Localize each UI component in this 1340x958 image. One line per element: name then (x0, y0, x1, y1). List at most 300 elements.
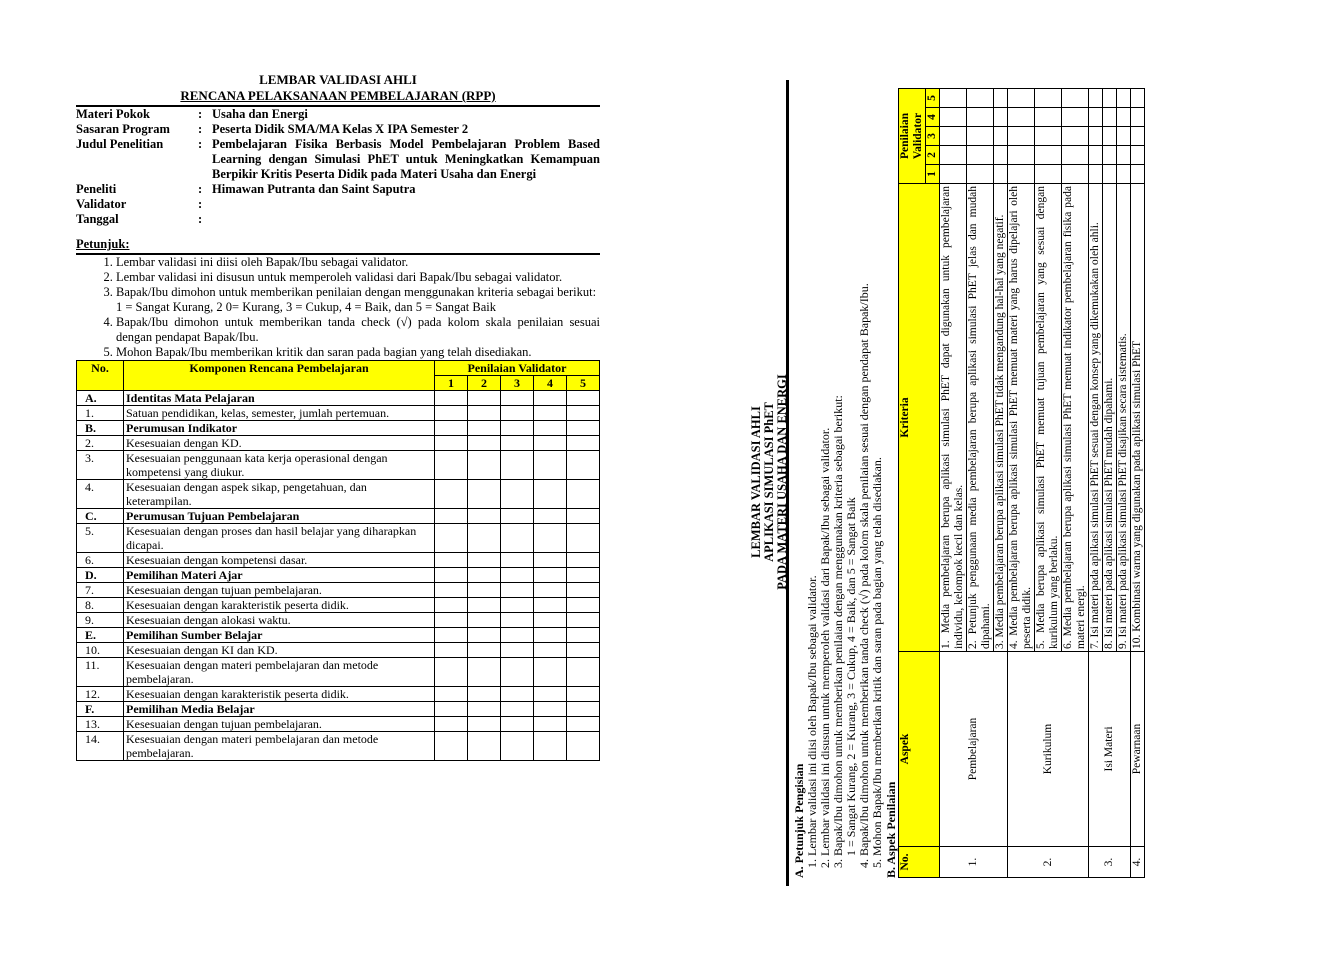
score-cell[interactable] (1062, 108, 1089, 127)
score-cell[interactable] (468, 582, 501, 597)
row-component: Kesesuaian dengan KD. (124, 435, 435, 450)
section-row (77, 701, 600, 716)
phet-title-line2: APLIKASI SIMULASI PhET (762, 402, 776, 562)
row-component: Kesesuaian dengan proses dan hasil belajar yang diharapkan dicapai. (124, 523, 435, 552)
identity-colon: : (198, 212, 203, 226)
score-cell[interactable] (501, 582, 534, 597)
col-header-component: Komponen Rencana Pembelajaran (124, 360, 435, 390)
scale-text: 1 = Sangat Kurang, 2 0= Kurang, 3 = Cukup, 4 = Baik, dan 5 = Sangat Baik (116, 299, 496, 314)
row-criteria: 2. Petunjuk penggunaan media pembelajaran berupa aplikasi simulasi PhET jelas dan mudah dipahami. (967, 184, 994, 652)
identity-value: Pembelajaran Fisika Berbasis Model Pembelajaran Problem Based Learning dengan Simulasi PhET untuk Meningkatkan Kemampuan Berpikir Kritis Peserta Didik pada Materi Usaha dan Energi (212, 137, 600, 181)
section-row (77, 420, 600, 435)
row-number: A. (77, 390, 124, 405)
row-component: Kesesuaian dengan tujuan pembelajaran. (124, 582, 435, 597)
score-cell[interactable] (468, 657, 501, 686)
table-row (1008, 89, 1035, 878)
score-cell[interactable] (1089, 146, 1103, 165)
score-cell[interactable] (1089, 127, 1103, 146)
row-component: Kesesuaian dengan materi pembelajaran dan metode pembelajaran. (124, 731, 435, 760)
score-cell[interactable] (435, 731, 468, 760)
table-row (77, 597, 600, 612)
row-number: 10. (77, 642, 124, 657)
phet-title-line1: LEMBAR VALIDASI AHLI (749, 406, 763, 558)
instruction-item: 1. Lembar validasi ini diisi oleh Bapak/Ibu sebagai validator. (116, 255, 600, 270)
score-cell[interactable] (501, 701, 534, 716)
col-header-no: No. (899, 847, 940, 878)
score-cell[interactable] (994, 127, 1008, 146)
rpp-title-line1: LEMBAR VALIDASI AHLI (259, 72, 417, 87)
identity-label: Materi Pokok (76, 107, 150, 121)
score-cell[interactable] (1062, 146, 1089, 165)
row-component: Kesesuaian dengan alokasi waktu. (124, 612, 435, 627)
score-cell[interactable] (534, 597, 567, 612)
row-number: 2. (77, 435, 124, 450)
col-header-criteria: Kriteria (899, 184, 940, 652)
row-number: 14. (77, 731, 124, 760)
score-cell[interactable] (1131, 127, 1145, 146)
score-cell[interactable] (435, 552, 468, 567)
table-row (77, 552, 600, 567)
score-cell[interactable] (1035, 165, 1062, 184)
score-cell[interactable] (567, 479, 600, 508)
score-cell[interactable] (1062, 89, 1089, 108)
row-number: 8. (77, 597, 124, 612)
score-cell[interactable] (1103, 146, 1117, 165)
row-component: Perumusan Tujuan Pembelajaran (124, 508, 435, 523)
identity-colon: : (198, 137, 203, 151)
identity-value (212, 212, 600, 227)
instruction-text: Bapak/Ibu dimohon untuk memberikan penilaian dengan menggunakan kriteria sebagai berikut: (116, 284, 597, 299)
row-component: Kesesuaian dengan karakteristik peserta didik. (124, 686, 435, 701)
row-criteria: 9. Isi materi pada aplikasi simulasi PhET disajikan secara sistematis. (1117, 184, 1131, 652)
score-cell[interactable] (1035, 108, 1062, 127)
score-cell[interactable] (1103, 89, 1117, 108)
row-number: 12. (77, 686, 124, 701)
score-cell[interactable] (1035, 146, 1062, 165)
score-cell[interactable] (435, 479, 468, 508)
score-cell[interactable] (967, 146, 994, 165)
score-cell[interactable] (468, 701, 501, 716)
table-row (77, 435, 600, 450)
row-component: Identitas Mata Pelajaran (124, 390, 435, 405)
score-cell[interactable] (534, 642, 567, 657)
score-cell[interactable] (501, 686, 534, 701)
score-cell[interactable] (940, 127, 967, 146)
score-cell[interactable] (1131, 108, 1145, 127)
section-b-heading: B. Aspek Penilaian (884, 781, 899, 878)
score-cell[interactable] (534, 686, 567, 701)
score-cell[interactable] (567, 523, 600, 552)
table-row (77, 657, 600, 686)
table-row (77, 612, 600, 627)
score-cell[interactable] (534, 420, 567, 435)
score-cell[interactable] (468, 420, 501, 435)
table-row (77, 479, 600, 508)
score-cell[interactable] (435, 657, 468, 686)
row-number: C. (77, 508, 124, 523)
scale-text: 1 = Sangat Kurang, 2 = Kurang, 3 = Cukup, 4 = Baik, dan 5 = Sangat Baik (844, 497, 859, 856)
score-cell[interactable] (468, 612, 501, 627)
instruction-item (832, 78, 858, 856)
score-cell[interactable] (1062, 127, 1089, 146)
score-cell[interactable] (435, 627, 468, 642)
identity-row (76, 197, 600, 212)
score-cell[interactable] (967, 165, 994, 184)
score-cell[interactable] (534, 657, 567, 686)
score-cell[interactable] (967, 89, 994, 108)
score-cell[interactable] (468, 479, 501, 508)
petunjuk-heading: Petunjuk: (76, 237, 130, 251)
row-number: 9. (77, 612, 124, 627)
identity-colon: : (198, 182, 203, 196)
score-cell[interactable] (567, 390, 600, 405)
table-row (77, 686, 600, 701)
score-cell[interactable] (468, 523, 501, 552)
col-header-aspect: Aspek (899, 652, 940, 847)
row-component: Kesesuaian dengan KI dan KD. (124, 642, 435, 657)
row-number: D. (77, 567, 124, 582)
score-cell[interactable] (940, 165, 967, 184)
table-row (940, 89, 967, 878)
phet-rating-table (898, 88, 1145, 878)
score-cell[interactable] (567, 657, 600, 686)
row-number: 3. (1089, 847, 1131, 878)
identity-value: Peserta Didik SMA/MA Kelas X IPA Semester 2 (212, 122, 469, 136)
instruction-item: 2. Lembar validasi ini disusun untuk memperoleh validasi dari Bapak/Ibu sebagai validator. (116, 270, 600, 285)
score-cell[interactable] (468, 552, 501, 567)
score-cell[interactable] (1117, 89, 1131, 108)
row-component: Satuan pendidikan, kelas, semester, jumlah pertemuan. (124, 405, 435, 420)
score-cell[interactable] (534, 582, 567, 597)
score-cell[interactable] (435, 420, 468, 435)
score-cell[interactable] (567, 552, 600, 567)
row-component: Kesesuaian penggunaan kata kerja operasional dengan kompetensi yang diukur. (124, 450, 435, 479)
score-cell[interactable] (435, 390, 468, 405)
score-cell[interactable] (940, 108, 967, 127)
score-cell[interactable] (435, 612, 468, 627)
score-cell[interactable] (534, 567, 567, 582)
rpp-validation-page (76, 72, 600, 761)
score-cell[interactable] (1035, 89, 1062, 108)
score-cell[interactable] (501, 390, 534, 405)
score-cell[interactable] (468, 435, 501, 450)
phet-title-line3: PADA MATERI USAHA DAN ENERGI (775, 374, 789, 590)
score-cell[interactable] (1117, 146, 1131, 165)
score-cell[interactable] (1008, 89, 1035, 108)
instruction-item: 5. Mohon Bapak/Ibu memberikan kritik dan saran pada bagian yang telah disediakan. (871, 78, 884, 856)
score-cell[interactable] (994, 146, 1008, 165)
rpp-rating-table (76, 360, 600, 761)
row-number: 4. (77, 479, 124, 508)
row-number: 11. (77, 657, 124, 686)
score-cell[interactable] (501, 479, 534, 508)
instruction-item: 1. Lembar validasi ini diisi oleh Bapak/Ibu sebagai validator. (806, 78, 819, 856)
score-header: 4 (534, 375, 567, 390)
score-cell[interactable] (567, 597, 600, 612)
score-cell[interactable] (534, 701, 567, 716)
table-row (77, 642, 600, 657)
score-cell[interactable] (567, 686, 600, 701)
score-cell[interactable] (435, 523, 468, 552)
score-header: 4 (926, 108, 940, 127)
row-component: Kesesuaian dengan aspek sikap, pengetahuan, dan keterampilan. (124, 479, 435, 508)
score-header: 5 (567, 375, 600, 390)
score-cell[interactable] (534, 731, 567, 760)
row-number: 1. (940, 847, 1008, 878)
phet-instruction-list (806, 78, 884, 878)
row-criteria: 7. Isi materi pada aplikasi simulasi PhET sesuai dengan konsep yang dikemukakan oleh ahli. (1089, 184, 1103, 652)
score-header: 3 (501, 375, 534, 390)
score-header: 2 (468, 375, 501, 390)
score-cell[interactable] (435, 597, 468, 612)
score-cell[interactable] (501, 731, 534, 760)
score-cell[interactable] (501, 552, 534, 567)
identity-value (212, 197, 600, 212)
identity-label: Validator (76, 197, 127, 211)
score-cell[interactable] (567, 701, 600, 716)
score-cell[interactable] (567, 642, 600, 657)
identity-table (76, 107, 600, 227)
instruction-text: Bapak/Ibu dimohon untuk memberikan penilaian dengan menggunakan kriteria sebagai berikut: (831, 395, 846, 856)
score-cell[interactable] (1131, 165, 1145, 184)
row-number: B. (77, 420, 124, 435)
score-cell[interactable] (501, 627, 534, 642)
row-aspect: Pembelajaran (940, 652, 1008, 847)
col-header-rating: Penilaian Validator (435, 360, 600, 375)
row-number: 5. (77, 523, 124, 552)
score-cell[interactable] (994, 108, 1008, 127)
score-cell[interactable] (468, 450, 501, 479)
row-aspect: Kurikulum (1008, 652, 1089, 847)
score-cell[interactable] (534, 552, 567, 567)
score-cell[interactable] (435, 701, 468, 716)
score-header: 1 (926, 165, 940, 184)
row-criteria: 10. Kombinasi warna yang digunakan pada aplikasi simulasi PhET (1131, 184, 1145, 652)
score-cell[interactable] (567, 627, 600, 642)
row-number: F. (77, 701, 124, 716)
row-component: Kesesuaian dengan kompetensi dasar. (124, 552, 435, 567)
instruction-item: 5. Mohon Bapak/Ibu memberikan kritik dan saran pada bagian yang telah disediakan. (116, 345, 600, 360)
score-cell[interactable] (534, 390, 567, 405)
score-cell[interactable] (567, 582, 600, 597)
score-cell[interactable] (468, 567, 501, 582)
score-cell[interactable] (1089, 165, 1103, 184)
row-component: Perumusan Indikator (124, 420, 435, 435)
score-cell[interactable] (1103, 108, 1117, 127)
score-cell[interactable] (501, 523, 534, 552)
identity-row (76, 122, 600, 137)
score-cell[interactable] (567, 731, 600, 760)
score-cell[interactable] (1117, 108, 1131, 127)
table-row (77, 582, 600, 597)
score-cell[interactable] (501, 657, 534, 686)
score-cell[interactable] (940, 146, 967, 165)
score-cell[interactable] (534, 405, 567, 420)
score-cell[interactable] (468, 508, 501, 523)
score-cell[interactable] (567, 435, 600, 450)
score-cell[interactable] (534, 435, 567, 450)
score-cell[interactable] (1008, 108, 1035, 127)
identity-colon: : (198, 107, 203, 121)
col-header-no: No. (77, 360, 124, 390)
score-cell[interactable] (435, 642, 468, 657)
score-cell[interactable] (468, 686, 501, 701)
row-criteria: 3. Media pembelajaran berupa aplikasi simulasi PhET tidak mengandung hal-hal yang negatif. (994, 184, 1008, 652)
score-cell[interactable] (567, 716, 600, 731)
score-cell[interactable] (1103, 165, 1117, 184)
score-cell[interactable] (1131, 89, 1145, 108)
score-cell[interactable] (994, 165, 1008, 184)
instruction-item (116, 285, 600, 315)
score-cell[interactable] (501, 420, 534, 435)
row-number: 4. (1131, 847, 1145, 878)
score-cell[interactable] (534, 627, 567, 642)
table-row (77, 405, 600, 420)
score-cell[interactable] (501, 716, 534, 731)
score-cell[interactable] (501, 450, 534, 479)
row-number: 2. (1008, 847, 1089, 878)
identity-row (76, 182, 600, 197)
score-cell[interactable] (501, 567, 534, 582)
score-cell[interactable] (501, 642, 534, 657)
score-cell[interactable] (1131, 146, 1145, 165)
phet-title (750, 78, 789, 886)
score-cell[interactable] (940, 89, 967, 108)
score-cell[interactable] (435, 716, 468, 731)
instruction-item: 4. Bapak/Ibu dimohon untuk memberikan tanda check (√) pada kolom skala penilaian sesuai dengan pendapat Bapak/Ibu. (116, 315, 600, 345)
section-row (77, 390, 600, 405)
score-cell[interactable] (435, 405, 468, 420)
identity-label: Tanggal (76, 212, 119, 226)
score-cell[interactable] (1008, 165, 1035, 184)
score-cell[interactable] (567, 567, 600, 582)
rpp-title-line2: RENCANA PELAKSANAAN PEMBELAJARAN (RPP) (180, 88, 496, 103)
score-cell[interactable] (468, 642, 501, 657)
identity-row (76, 212, 600, 227)
rotated-page-content (749, 78, 1264, 886)
score-cell[interactable] (435, 582, 468, 597)
identity-row (76, 137, 600, 182)
score-cell[interactable] (435, 450, 468, 479)
score-cell[interactable] (1103, 127, 1117, 146)
row-component: Pemilihan Materi Ajar (124, 567, 435, 582)
table-row (77, 716, 600, 731)
instruction-item: 4. Bapak/Ibu dimohon untuk memberikan tanda check (√) pada kolom skala penilaian sesuai dengan pendapat Bapak/Ibu. (858, 78, 871, 856)
phet-validation-page (749, 78, 1264, 886)
row-criteria: 1. Media pembelajaran berupa aplikasi simulasi PhET dapat digunakan untuk pembelajaran individu, kelompok kecil dan kelas. (940, 184, 967, 652)
row-aspect: Pewarnaan (1131, 652, 1145, 847)
section-row (77, 567, 600, 582)
row-component: Pemilihan Sumber Belajar (124, 627, 435, 642)
section-row (77, 508, 600, 523)
score-cell[interactable] (967, 108, 994, 127)
score-cell[interactable] (534, 523, 567, 552)
identity-colon: : (198, 122, 203, 136)
score-cell[interactable] (468, 405, 501, 420)
score-cell[interactable] (435, 567, 468, 582)
row-component: Kesesuaian dengan materi pembelajaran dan metode pembelajaran. (124, 657, 435, 686)
row-criteria: 8. Isi materi pada aplikasi simulasi PhET mudah dipahami. (1103, 184, 1117, 652)
score-cell[interactable] (468, 731, 501, 760)
score-cell[interactable] (1089, 89, 1103, 108)
identity-label: Sasaran Program (76, 122, 170, 136)
score-cell[interactable] (468, 597, 501, 612)
row-component: Kesesuaian dengan tujuan pembelajaran. (124, 716, 435, 731)
score-cell[interactable] (1089, 108, 1103, 127)
table-row (1089, 89, 1103, 878)
section-row (77, 627, 600, 642)
score-cell[interactable] (1117, 127, 1131, 146)
score-cell[interactable] (501, 508, 534, 523)
score-cell[interactable] (567, 612, 600, 627)
section-a-heading: A. Petunjuk Pengisian (792, 763, 806, 878)
score-header: 1 (435, 375, 468, 390)
identity-value: Usaha dan Energi (212, 107, 308, 121)
score-cell[interactable] (501, 435, 534, 450)
score-cell[interactable] (567, 450, 600, 479)
identity-value: Himawan Putranta dan Saint Saputra (212, 182, 416, 196)
score-header: 2 (926, 146, 940, 165)
score-cell[interactable] (967, 127, 994, 146)
score-cell[interactable] (994, 89, 1008, 108)
score-cell[interactable] (567, 508, 600, 523)
score-cell[interactable] (1008, 127, 1035, 146)
score-cell[interactable] (1117, 165, 1131, 184)
score-cell[interactable] (1035, 127, 1062, 146)
score-cell[interactable] (567, 420, 600, 435)
row-number: 3. (77, 450, 124, 479)
instruction-item: 2. Lembar validasi ini disusun untuk memperoleh validasi dari Bapak/Ibu sebagai validator. (819, 78, 832, 856)
row-number: E. (77, 627, 124, 642)
score-cell[interactable] (1008, 146, 1035, 165)
identity-row (76, 107, 600, 122)
score-cell[interactable] (534, 508, 567, 523)
row-number: 13. (77, 716, 124, 731)
rpp-title (76, 72, 600, 104)
score-cell[interactable] (1062, 165, 1089, 184)
row-criteria: 6. Media pembelajaran berupa aplikasi simulasi PhET memuat indikator pembelajaran fisika pada materi energi. (1062, 184, 1089, 652)
table-row (77, 523, 600, 552)
score-cell[interactable] (534, 479, 567, 508)
score-cell[interactable] (468, 716, 501, 731)
instruction-list (76, 255, 600, 360)
score-cell[interactable] (501, 597, 534, 612)
identity-label: Peneliti (76, 182, 117, 196)
score-cell[interactable] (435, 435, 468, 450)
table-row (1131, 89, 1145, 878)
score-cell[interactable] (501, 405, 534, 420)
score-cell[interactable] (534, 612, 567, 627)
score-cell[interactable] (468, 627, 501, 642)
row-component: Kesesuaian dengan karakteristik peserta didik. (124, 597, 435, 612)
score-cell[interactable] (435, 508, 468, 523)
row-aspect: Isi Materi (1089, 652, 1131, 847)
score-cell[interactable] (501, 612, 534, 627)
row-component: Pemilihan Media Belajar (124, 701, 435, 716)
col-header-rating: Penilaian Validator (899, 89, 926, 184)
score-header: 3 (926, 127, 940, 146)
score-cell[interactable] (468, 390, 501, 405)
identity-colon: : (198, 197, 203, 211)
score-cell[interactable] (435, 686, 468, 701)
row-criteria: 4. Media pembelajaran berupa aplikasi simulasi PhET memuat materi yang harus dipelajari oleh peserta didik. (1008, 184, 1035, 652)
row-number: 1. (77, 405, 124, 420)
score-cell[interactable] (534, 716, 567, 731)
score-cell[interactable] (534, 450, 567, 479)
score-cell[interactable] (567, 405, 600, 420)
identity-label: Judul Penelitian (76, 137, 164, 151)
table-row (77, 731, 600, 760)
